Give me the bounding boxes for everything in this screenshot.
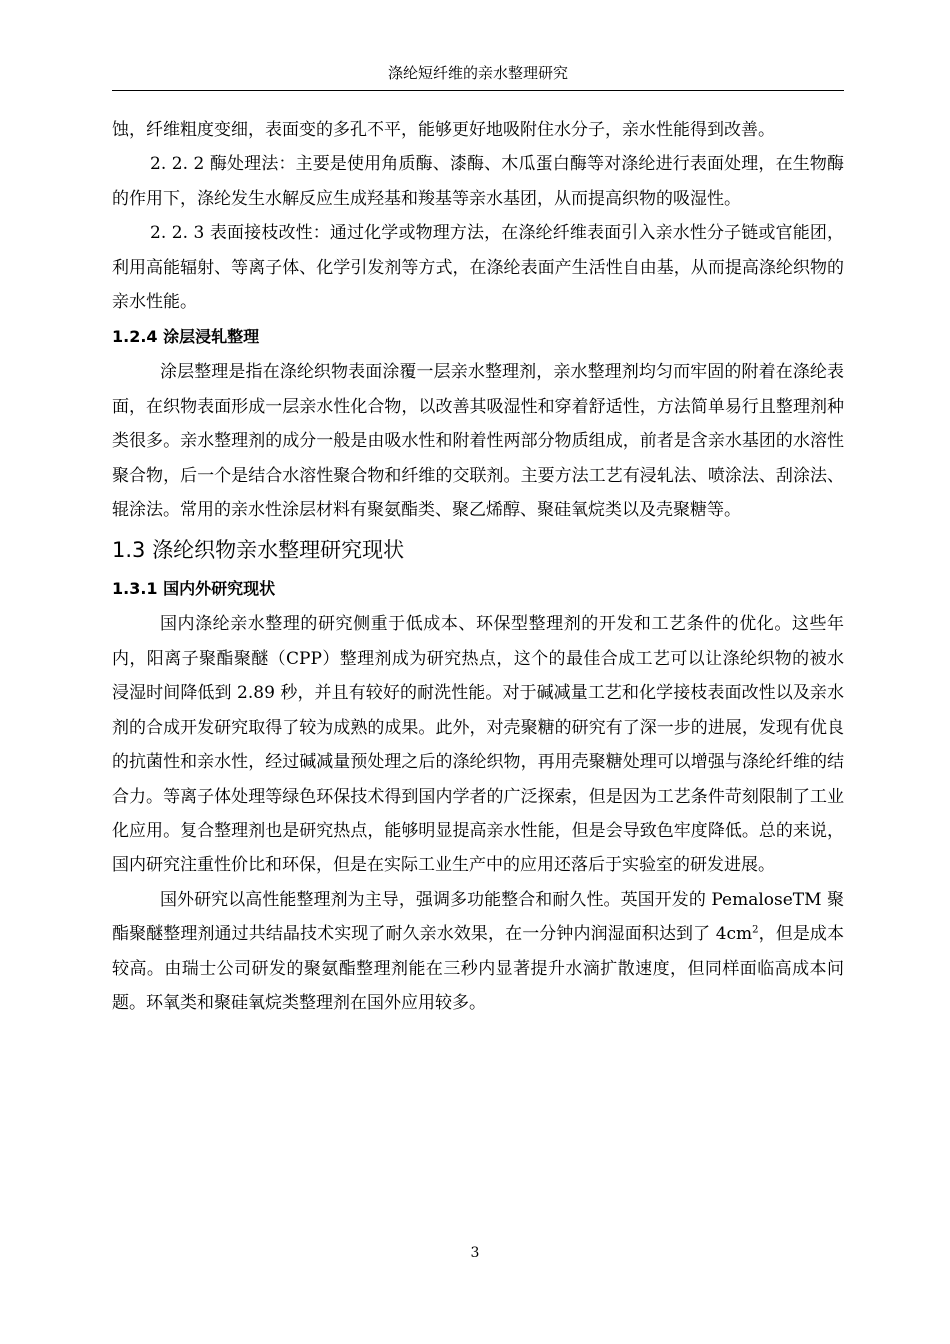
paragraph-foreign-research xyxy=(112,883,844,1021)
paragraph-surface-grafting: 2. 2. 3 表面接枝改性：通过化学或物理方法，在涤纶纤维表面引入亲水性分子链或官能团，利用高能辐射、等离子体、化学引发剂等方式，在涤纶表面产生活性自由基，从而提高涤纶织物的亲水性能。 xyxy=(112,223,844,313)
foreign-research-text-b: ，但是成本较高。由瑞士公司研发的聚氨酯整理剂能在三秒内显著提升水滴扩散速度，但同样面临高成本问题。环氧类和聚硅氧烷类整理剂在国外应用较多。 xyxy=(112,924,845,1013)
paragraph-continuation: 蚀，纤维粗度变细，表面变的多孔不平，能够更好地吸附住水分子，亲水性能得到改善。 xyxy=(112,120,775,140)
superscript-2: 2 xyxy=(752,924,759,936)
page-body xyxy=(112,113,844,1020)
paragraph-coating: 涂层整理是指在涤纶织物表面涂覆一层亲水整理剂，亲水整理剂均匀而牢固的附着在涤纶表面，在织物表面形成一层亲水性化合物，以改善其吸湿性和穿着舒适性，方法简单易行且整理剂种类很多。亲水整理剂的成分一般是由吸水性和附着性两部分物质组成，前者是含亲水基团的水溶性聚合物，后一个是结合水溶性聚合物和纤维的交联剂。主要方法工艺有浸轧法、喷涂法、刮涂法、辊涂法。常用的亲水性涂层材料有聚氨酯类、聚乙烯醇、聚硅氧烷类以及壳聚糖等。 xyxy=(112,362,844,521)
paragraph-enzyme-treatment: 2. 2. 2 酶处理法：主要是使用角质酶、漆酶、木瓜蛋白酶等对涤纶进行表面处理，在生物酶的作用下，涤纶发生水解反应生成羟基和羧基等亲水基团，从而提高织物的吸湿性。 xyxy=(112,154,844,209)
header-rule xyxy=(112,90,844,91)
heading-1-3-1: 1.3.1 国内外研究现状 xyxy=(112,579,276,599)
page-number: 3 xyxy=(470,1245,480,1261)
heading-1-3: 1.3 涤纶织物亲水整理研究现状 xyxy=(112,538,405,563)
paragraph-domestic-research: 国内涤纶亲水整理的研究侧重于低成本、环保型整理剂的开发和工艺条件的优化。这些年内，阳离子聚酯聚醚（CPP）整理剂成为研究热点，这个的最佳合成工艺可以让涤纶织物的被水浸湿时间降低到 2.89 秒，并且有较好的耐洗性能。对于碱减量工艺和化学接枝表面改性以及亲水剂的合成开发研究取得了较为成熟的成果。此外，对壳聚糖的研究有了深一步的进展，发现有优良的抗菌性和亲水性，经过碱减量预处理之后的涤纶织物，再用壳聚糖处理可以增强与涤纶纤维的结合力。等离子体处理等绿色环保技术得到国内学者的广泛探索，但是因为工艺条件苛刻限制了工业化应用。复合整理剂也是研究热点，能够明显提高亲水性能，但是会导致色牢度降低。总的来说，国内研究注重性价比和环保，但是在实际工业生产中的应用还落后于实验室的研发进展。 xyxy=(112,614,844,876)
heading-1-2-4: 1.2.4 涂层浸轧整理 xyxy=(112,327,260,347)
foreign-research-text-a: 国外研究以高性能整理剂为主导，强调多功能整合和耐久性。英国开发的 PemaloseTM 聚酯聚醚整理剂通过共结晶技术实现了耐久亲水效果，在一分钟内润湿面积达到了 4cm xyxy=(112,889,844,945)
running-header: 涤纶短纤维的亲水整理研究 xyxy=(387,64,568,82)
